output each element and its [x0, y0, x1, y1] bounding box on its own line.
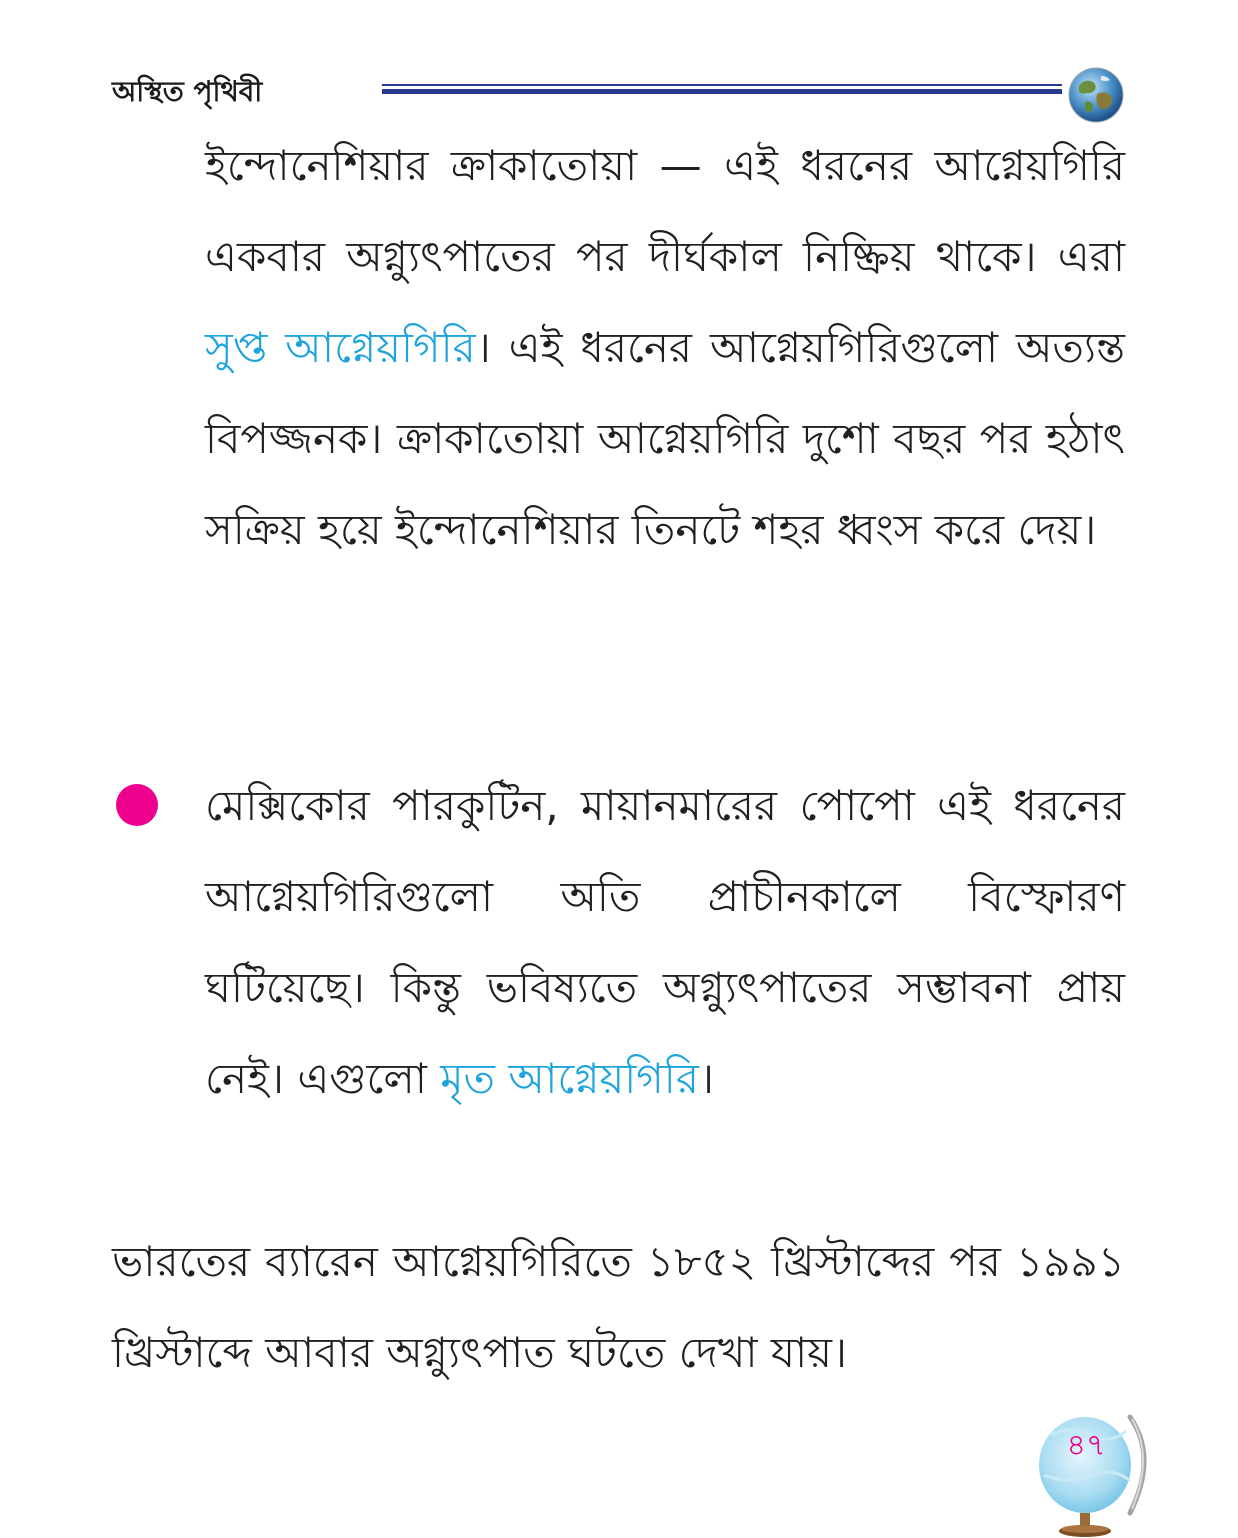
term-extinct-volcano: মৃত আগ্নেয়গিরি: [440, 1054, 699, 1103]
page-header: [112, 66, 1132, 118]
paragraph1-text-after: । এই ধরনের আগ্নেয়গিরিগুলো অত্যন্ত বিপজ্জনক। ক্রাকাতোয়া আগ্নেয়গিরি দুশো বছর পর হঠাৎ সক্রিয় হয়ে ইন্দোনেশিয়ার তিনটে শহর ধ্বংস করে দেয়।: [205, 323, 1125, 554]
earth-globe-icon: [1067, 66, 1125, 124]
header-rule: [382, 84, 1062, 94]
paragraph1-text-before: ইন্দোনেশিয়ার ক্রাকাতোয়া — এই ধরনের আগ্নেয়গিরি একবার অগ্ন্যুৎপাতের পর দীর্ঘকাল নিষ্ক্রিয় থাকে। এরা: [205, 141, 1125, 281]
chapter-title: অস্থিত পৃথিবী: [112, 75, 263, 108]
paragraph-extinct-volcano: [205, 760, 1125, 1124]
paragraph2-text-after: ।: [698, 1054, 714, 1103]
paragraph2-text-before: মেক্সিকোর পারকুটিন, মায়ানমারের পোপো এই ধরনের আগ্নেয়গিরিগুলো অতি প্রাচীনকালে বিস্ফোরণ ঘটিয়েছে। কিন্তু ভবিষ্যতে অগ্ন্যুৎপাতের সম্ভাবনা প্রায় নেই। এগুলো: [205, 781, 1125, 1103]
header-rule-thick: [382, 89, 1062, 94]
header-rule-thin: [382, 84, 1062, 86]
term-dormant-volcano: সুপ্ত আগ্নেয়গিরি: [205, 323, 476, 372]
bullet-dot: [116, 784, 158, 826]
page-number: ৪৭: [1066, 1428, 1106, 1463]
paragraph-barren-island: ভারতের ব্যারেন আগ্নেয়গিরিতে ১৮৫২ খ্রিস্টাব্দের পর ১৯৯১ খ্রিস্টাব্দে আবার অগ্ন্যুৎপাত ঘটতে দেখা যায়।: [112, 1237, 1125, 1377]
paragraph-dormant-volcano: [205, 120, 1125, 575]
